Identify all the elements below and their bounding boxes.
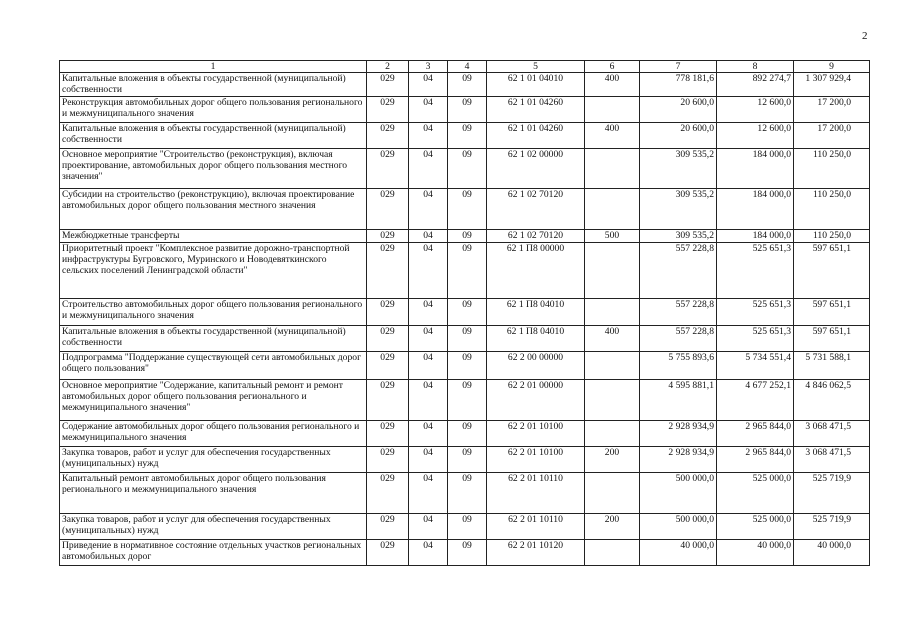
row-amount-7: 557 228,8: [640, 299, 717, 326]
row-amount-8: 40 000,0: [717, 540, 794, 566]
row-amount-7: 778 181,6: [640, 73, 717, 97]
row-code-5: 62 1 01 04010: [487, 73, 585, 97]
row-code-3: 04: [409, 299, 448, 326]
row-code-2: 029: [367, 73, 409, 97]
row-amount-8: 2 965 844,0: [717, 421, 794, 447]
row-code-2: 029: [367, 380, 409, 421]
col-header-8: 8: [717, 61, 794, 73]
row-code-5: 62 1 01 04260: [487, 97, 585, 123]
row-code-4: 09: [448, 421, 487, 447]
row-code-5: 62 1 02 00000: [487, 149, 585, 189]
row-amount-7: 500 000,0: [640, 473, 717, 514]
col-header-4: 4: [448, 61, 487, 73]
row-code-3: 04: [409, 123, 448, 149]
row-code-2: 029: [367, 421, 409, 447]
row-name: Реконструкция автомобильных дорог общего пользования регионального и межмуниципального значения: [60, 97, 367, 123]
row-code-5: 62 1 02 70120: [487, 189, 585, 230]
row-code-3: 04: [409, 326, 448, 352]
row-code-4: 09: [448, 352, 487, 380]
row-name: Капитальные вложения в объекты государственной (муниципальной) собственности: [60, 73, 367, 97]
col-header-1: 1: [60, 61, 367, 73]
row-amount-9: 3 068 471,5: [794, 447, 870, 473]
row-code-3: 04: [409, 540, 448, 566]
row-code-3: 04: [409, 243, 448, 299]
row-name: Капитальный ремонт автомобильных дорог общего пользования регионального и межмуниципального значения: [60, 473, 367, 514]
col-header-2: 2: [367, 61, 409, 73]
row-code-6: 400: [585, 73, 640, 97]
row-code-2: 029: [367, 540, 409, 566]
row-code-2: 029: [367, 447, 409, 473]
row-name: Закупка товаров, работ и услуг для обеспечения государственных (муниципальных) нужд: [60, 514, 367, 540]
row-name: Приведение в нормативное состояние отдельных участков региональных автомобильных дорог: [60, 540, 367, 566]
col-header-7: 7: [640, 61, 717, 73]
row-code-6: 200: [585, 447, 640, 473]
row-code-5: 62 1 02 70120: [487, 230, 585, 243]
row-code-4: 09: [448, 326, 487, 352]
table-row: [60, 473, 870, 514]
row-amount-8: 525 000,0: [717, 514, 794, 540]
row-code-2: 029: [367, 189, 409, 230]
row-amount-9: 597 651,1: [794, 299, 870, 326]
row-amount-8: 12 600,0: [717, 123, 794, 149]
row-code-2: 029: [367, 149, 409, 189]
table-row: [60, 514, 870, 540]
row-amount-8: 525 651,3: [717, 243, 794, 299]
row-code-4: 09: [448, 230, 487, 243]
row-amount-8: 892 274,7: [717, 73, 794, 97]
row-code-2: 029: [367, 123, 409, 149]
row-code-6: [585, 149, 640, 189]
row-code-4: 09: [448, 73, 487, 97]
row-amount-8: 184 000,0: [717, 189, 794, 230]
row-code-3: 04: [409, 73, 448, 97]
row-code-3: 04: [409, 473, 448, 514]
row-code-3: 04: [409, 189, 448, 230]
row-code-2: 029: [367, 243, 409, 299]
row-code-6: 400: [585, 326, 640, 352]
row-code-3: 04: [409, 447, 448, 473]
row-code-4: 09: [448, 473, 487, 514]
row-amount-9: 5 731 588,1: [794, 352, 870, 380]
row-amount-8: 525 651,3: [717, 326, 794, 352]
table-row: [60, 149, 870, 189]
row-code-4: 09: [448, 243, 487, 299]
row-amount-7: 309 535,2: [640, 149, 717, 189]
row-amount-7: 5 755 893,6: [640, 352, 717, 380]
row-code-2: 029: [367, 230, 409, 243]
row-code-5: 62 1 П8 00000: [487, 243, 585, 299]
row-name: Приоритетный проект "Комплексное развитие дорожно-транспортной инфраструктуры Бугровского, Муринского и Новодевяткинского сельских поселений Ленинградской области": [60, 243, 367, 299]
row-code-6: 200: [585, 514, 640, 540]
row-amount-7: 500 000,0: [640, 514, 717, 540]
row-code-5: 62 2 01 00000: [487, 380, 585, 421]
row-amount-8: 12 600,0: [717, 97, 794, 123]
row-code-4: 09: [448, 447, 487, 473]
header-row: [60, 61, 870, 73]
row-code-6: [585, 299, 640, 326]
row-code-4: 09: [448, 380, 487, 421]
row-code-5: 62 2 00 00000: [487, 352, 585, 380]
row-amount-7: 557 228,8: [640, 326, 717, 352]
row-code-3: 04: [409, 230, 448, 243]
row-code-6: 500: [585, 230, 640, 243]
row-amount-9: 4 846 062,5: [794, 380, 870, 421]
table-row: [60, 380, 870, 421]
row-amount-9: 525 719,9: [794, 514, 870, 540]
col-header-6: 6: [585, 61, 640, 73]
row-amount-7: 20 600,0: [640, 123, 717, 149]
row-code-5: 62 2 01 10110: [487, 473, 585, 514]
row-name: Капитальные вложения в объекты государственной (муниципальной) собственности: [60, 123, 367, 149]
row-amount-7: 309 535,2: [640, 189, 717, 230]
row-code-6: [585, 97, 640, 123]
row-code-6: [585, 189, 640, 230]
row-code-4: 09: [448, 149, 487, 189]
row-code-2: 029: [367, 299, 409, 326]
row-code-2: 029: [367, 326, 409, 352]
row-amount-8: 525 000,0: [717, 473, 794, 514]
col-header-3: 3: [409, 61, 448, 73]
table-row: [60, 189, 870, 230]
row-code-6: 400: [585, 123, 640, 149]
row-amount-8: 184 000,0: [717, 230, 794, 243]
row-amount-9: 110 250,0: [794, 149, 870, 189]
row-code-6: [585, 421, 640, 447]
row-code-2: 029: [367, 97, 409, 123]
row-name: Строительство автомобильных дорог общего пользования регионального и межмуниципального значения: [60, 299, 367, 326]
row-amount-9: 525 719,9: [794, 473, 870, 514]
row-name: Субсидии на строительство (реконструкцию), включая проектирование автомобильных дорог общего пользования местного значения: [60, 189, 367, 230]
row-code-3: 04: [409, 97, 448, 123]
row-code-4: 09: [448, 540, 487, 566]
row-amount-9: 17 200,0: [794, 97, 870, 123]
row-code-5: 62 2 01 10110: [487, 514, 585, 540]
row-amount-7: 557 228,8: [640, 243, 717, 299]
row-amount-7: 309 535,2: [640, 230, 717, 243]
table-row: [60, 243, 870, 299]
table-row: [60, 299, 870, 326]
row-code-4: 09: [448, 123, 487, 149]
table-row: [60, 447, 870, 473]
row-amount-9: 597 651,1: [794, 326, 870, 352]
row-amount-9: 3 068 471,5: [794, 421, 870, 447]
row-name: Основное мероприятие "Строительство (реконструкция), включая проектирование, автомобильных дорог общего пользования местного значения": [60, 149, 367, 189]
row-code-2: 029: [367, 514, 409, 540]
table-row: [60, 123, 870, 149]
row-amount-7: 2 928 934,9: [640, 421, 717, 447]
row-code-4: 09: [448, 97, 487, 123]
col-header-9: 9: [794, 61, 870, 73]
row-name: Капитальные вложения в объекты государственной (муниципальной) собственности: [60, 326, 367, 352]
row-amount-9: 110 250,0: [794, 189, 870, 230]
row-amount-9: 1 307 929,4: [794, 73, 870, 97]
row-name: Содержание автомобильных дорог общего пользования регионального и межмуниципального значения: [60, 421, 367, 447]
row-code-4: 09: [448, 299, 487, 326]
row-amount-9: 597 651,1: [794, 243, 870, 299]
row-amount-8: 184 000,0: [717, 149, 794, 189]
table-row: [60, 540, 870, 566]
row-code-4: 09: [448, 189, 487, 230]
table-row: [60, 97, 870, 123]
budget-table: [59, 60, 870, 566]
row-code-2: 029: [367, 352, 409, 380]
row-amount-7: 20 600,0: [640, 97, 717, 123]
row-name: Межбюджетные трансферты: [60, 230, 367, 243]
row-amount-8: 4 677 252,1: [717, 380, 794, 421]
row-code-3: 04: [409, 380, 448, 421]
row-code-5: 62 2 01 10100: [487, 447, 585, 473]
row-code-6: [585, 352, 640, 380]
row-code-6: [585, 473, 640, 514]
row-code-3: 04: [409, 149, 448, 189]
row-name: Подпрограмма "Поддержание существующей сети автомобильных дорог общего пользования": [60, 352, 367, 380]
row-name: Основное мероприятие "Содержание, капитальный ремонт и ремонт автомобильных дорог общего пользования регионального и межмуниципального значения": [60, 380, 367, 421]
row-code-4: 09: [448, 514, 487, 540]
row-amount-7: 2 928 934,9: [640, 447, 717, 473]
row-amount-9: 110 250,0: [794, 230, 870, 243]
table-row: [60, 421, 870, 447]
row-amount-8: 525 651,3: [717, 299, 794, 326]
row-code-6: [585, 540, 640, 566]
row-amount-7: 4 595 881,1: [640, 380, 717, 421]
table-row: [60, 73, 870, 97]
row-amount-9: 40 000,0: [794, 540, 870, 566]
col-header-5: 5: [487, 61, 585, 73]
row-code-5: 62 1 П8 04010: [487, 299, 585, 326]
table-row: [60, 352, 870, 380]
table-row: [60, 326, 870, 352]
row-code-3: 04: [409, 352, 448, 380]
row-code-6: [585, 243, 640, 299]
row-code-5: 62 2 01 10120: [487, 540, 585, 566]
row-code-3: 04: [409, 421, 448, 447]
row-code-5: 62 1 01 04260: [487, 123, 585, 149]
table-row: [60, 230, 870, 243]
page-number: 2: [862, 30, 868, 42]
row-code-3: 04: [409, 514, 448, 540]
row-name: Закупка товаров, работ и услуг для обеспечения государственных (муниципальных) нужд: [60, 447, 367, 473]
row-amount-8: 5 734 551,4: [717, 352, 794, 380]
row-code-6: [585, 380, 640, 421]
row-code-5: 62 2 01 10100: [487, 421, 585, 447]
row-code-5: 62 1 П8 04010: [487, 326, 585, 352]
row-amount-8: 2 965 844,0: [717, 447, 794, 473]
row-code-2: 029: [367, 473, 409, 514]
row-amount-7: 40 000,0: [640, 540, 717, 566]
row-amount-9: 17 200,0: [794, 123, 870, 149]
